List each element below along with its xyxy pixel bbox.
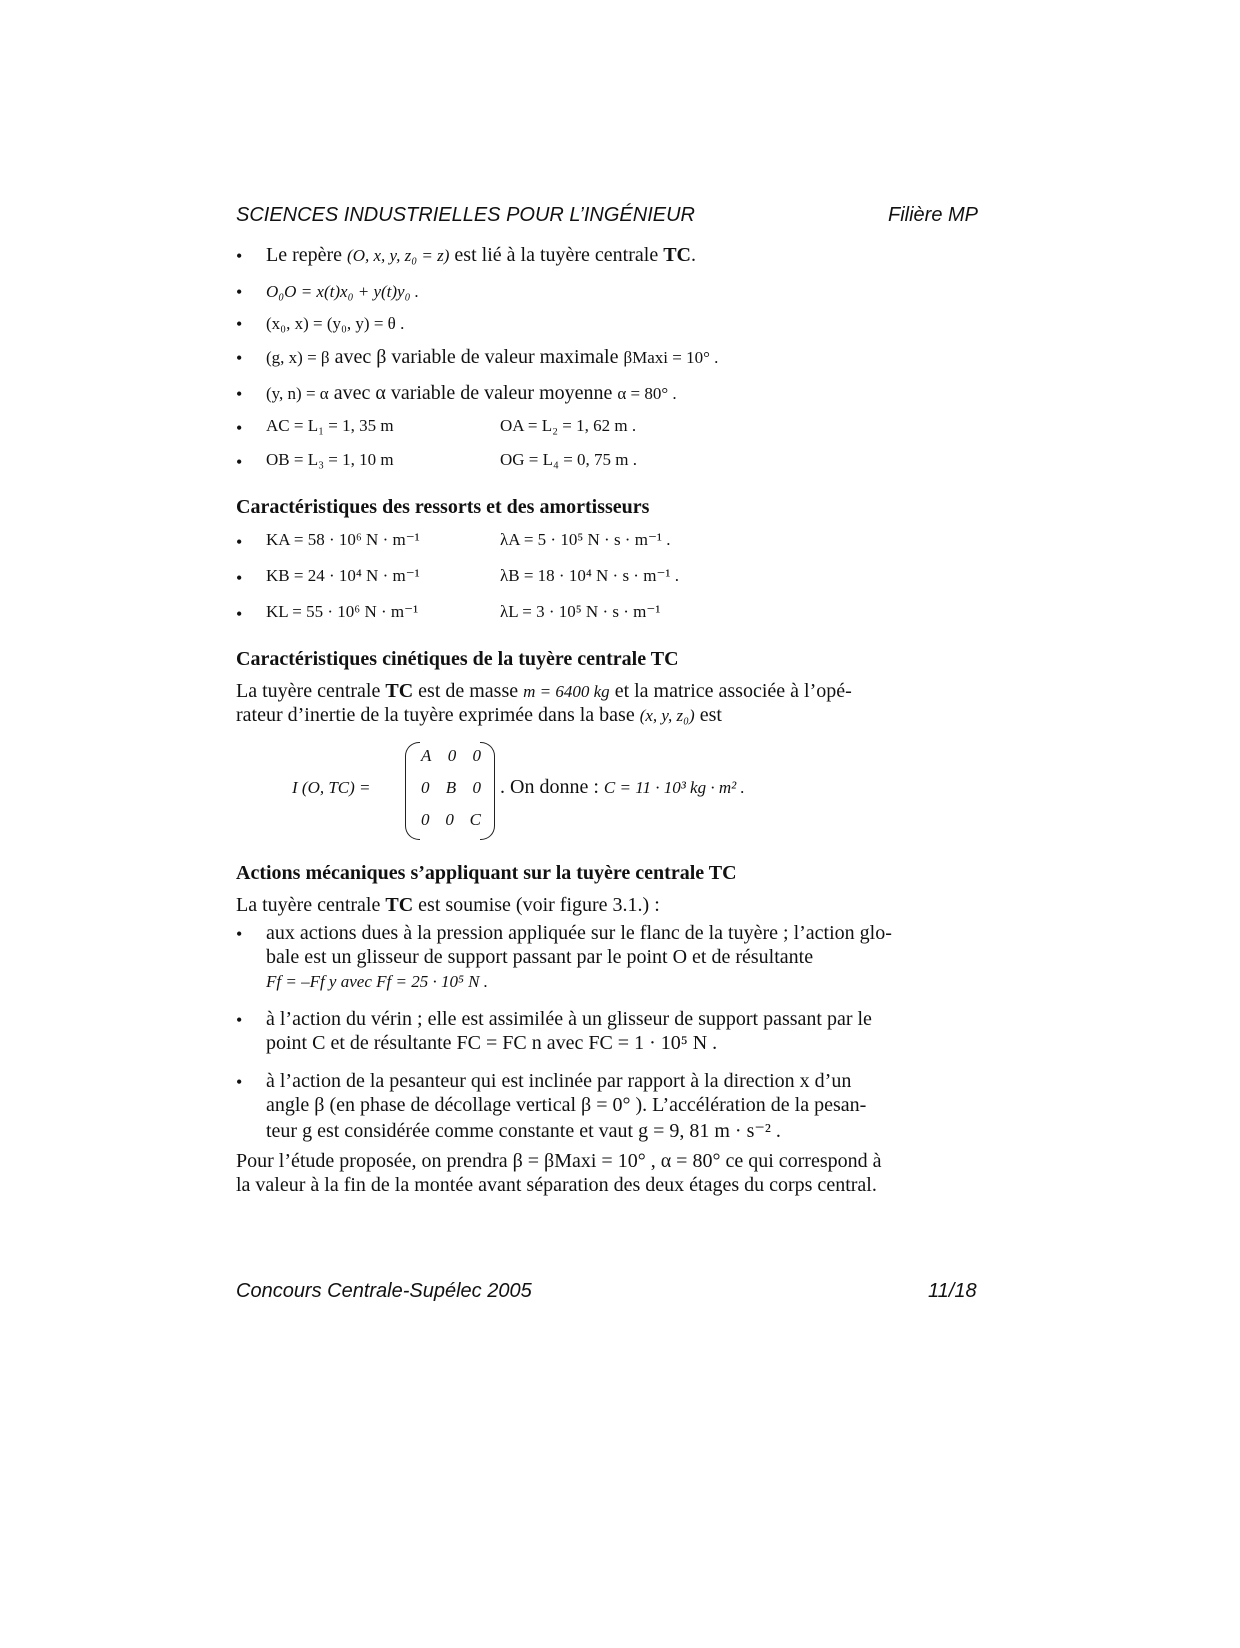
header-left: SCIENCES INDUSTRIELLES POUR L’INGÉNIEUR — [236, 204, 695, 226]
matrix-row: A 0 0 — [421, 746, 481, 765]
list-item: KL = 55 · 10⁶ N · m⁻¹ — [266, 602, 419, 621]
list-item: teur g est considérée comme constante et vaut g = 9, 81 m · s⁻² . — [266, 1120, 781, 1142]
bullet: • — [236, 418, 243, 438]
bullet: • — [236, 314, 243, 334]
bullet: • — [236, 246, 243, 266]
list-item: à l’action du vérin ; elle est assimilée à un glisseur de support passant par le — [266, 1008, 872, 1030]
inertia-lhs: I (O, TC) = — [292, 778, 371, 797]
bullet: • — [236, 452, 243, 472]
list-item: (g, x) = β avec β variable de valeur maximale βMaxi = 10° . — [266, 346, 719, 368]
footer-left: Concours Centrale-Supélec 2005 — [236, 1280, 532, 1302]
header-right: Filière MP — [888, 204, 979, 226]
section-heading: Caractéristiques cinétiques de la tuyère centrale TC — [236, 648, 679, 670]
list-item: angle β (en phase de décollage vertical β = 0° ). L’accélération de la pesan- — [266, 1094, 867, 1116]
list-item: bale est un glisseur de support passant par le point O et de résultante — [266, 946, 814, 968]
bullet: • — [236, 1010, 243, 1030]
list-item: à l’action de la pesanteur qui est inclinée par rapport à la direction x d’un — [266, 1070, 852, 1092]
paragraph-line: La tuyère centrale TC est soumise (voir figure 3.1.) : — [236, 894, 660, 916]
paragraph-line: la valeur à la fin de la montée avant séparation des deux étages du corps central. — [236, 1174, 877, 1196]
bullet: • — [236, 924, 243, 944]
page-number: 11/18 — [928, 1280, 977, 1302]
bullet: • — [236, 604, 243, 624]
given-value: . On donne : C = 11 · 10³ kg · m² . — [500, 776, 745, 798]
matrix-bracket-left — [405, 742, 420, 840]
list-item-col2: OG = L₄ = 0, 75 m . — [500, 450, 638, 469]
section-heading: Caractéristiques des ressorts et des amortisseurs — [236, 496, 650, 518]
inertia-matrix — [405, 742, 495, 838]
bullet: • — [236, 384, 243, 404]
list-item-col2: λB = 18 · 10⁴ N · s · m⁻¹ . — [500, 566, 680, 585]
list-item: O₀O = x(t)x₀ + y(t)y₀ . — [266, 282, 419, 301]
list-item: (y, n) = α avec α variable de valeur moyenne α = 80° . — [266, 382, 677, 404]
paragraph-line: La tuyère centrale TC est de masse m = 6400 kg et la matrice associée à l’opé- — [236, 680, 852, 702]
bullet: • — [236, 348, 243, 368]
paragraph-line: rateur d’inertie de la tuyère exprimée dans la base (x, y, z₀) est — [236, 704, 722, 726]
list-item-col2: λL = 3 · 10⁵ N · s · m⁻¹ — [500, 602, 661, 621]
list-item: Le repère (O, x, y, z₀ = z) est lié à la tuyère centrale TC. — [266, 244, 696, 266]
list-item-col2: λA = 5 · 10⁵ N · s · m⁻¹ . — [500, 530, 671, 549]
list-item: (x₀, x) = (y₀, y) = θ . — [266, 314, 405, 333]
list-item: OB = L₃ = 1, 10 m — [266, 450, 394, 469]
matrix-row: 0 B 0 — [421, 778, 481, 797]
list-item: AC = L₁ = 1, 35 m — [266, 416, 394, 435]
bullet: • — [236, 568, 243, 588]
bullet: • — [236, 532, 243, 552]
list-item: aux actions dues à la pression appliquée sur le flanc de la tuyère ; l’action glo- — [266, 922, 892, 944]
list-item-col2: OA = L₂ = 1, 62 m . — [500, 416, 637, 435]
bullet: • — [236, 282, 243, 302]
matrix-row: 0 0 C — [421, 810, 481, 829]
list-item: KA = 58 · 10⁶ N · m⁻¹ — [266, 530, 420, 549]
list-item: point C et de résultante FC = FC n avec FC = 1 · 10⁵ N . — [266, 1032, 718, 1054]
list-item: Ff = –Ff y avec Ff = 25 · 10⁵ N . — [266, 972, 488, 991]
matrix-bracket-right — [480, 742, 495, 840]
bullet: • — [236, 1072, 243, 1092]
list-item: KB = 24 · 10⁴ N · m⁻¹ — [266, 566, 420, 585]
paragraph-line: Pour l’étude proposée, on prendra β = βMaxi = 10° , α = 80° ce qui correspond à — [236, 1150, 882, 1172]
section-heading: Actions mécaniques s’appliquant sur la tuyère centrale TC — [236, 862, 737, 884]
